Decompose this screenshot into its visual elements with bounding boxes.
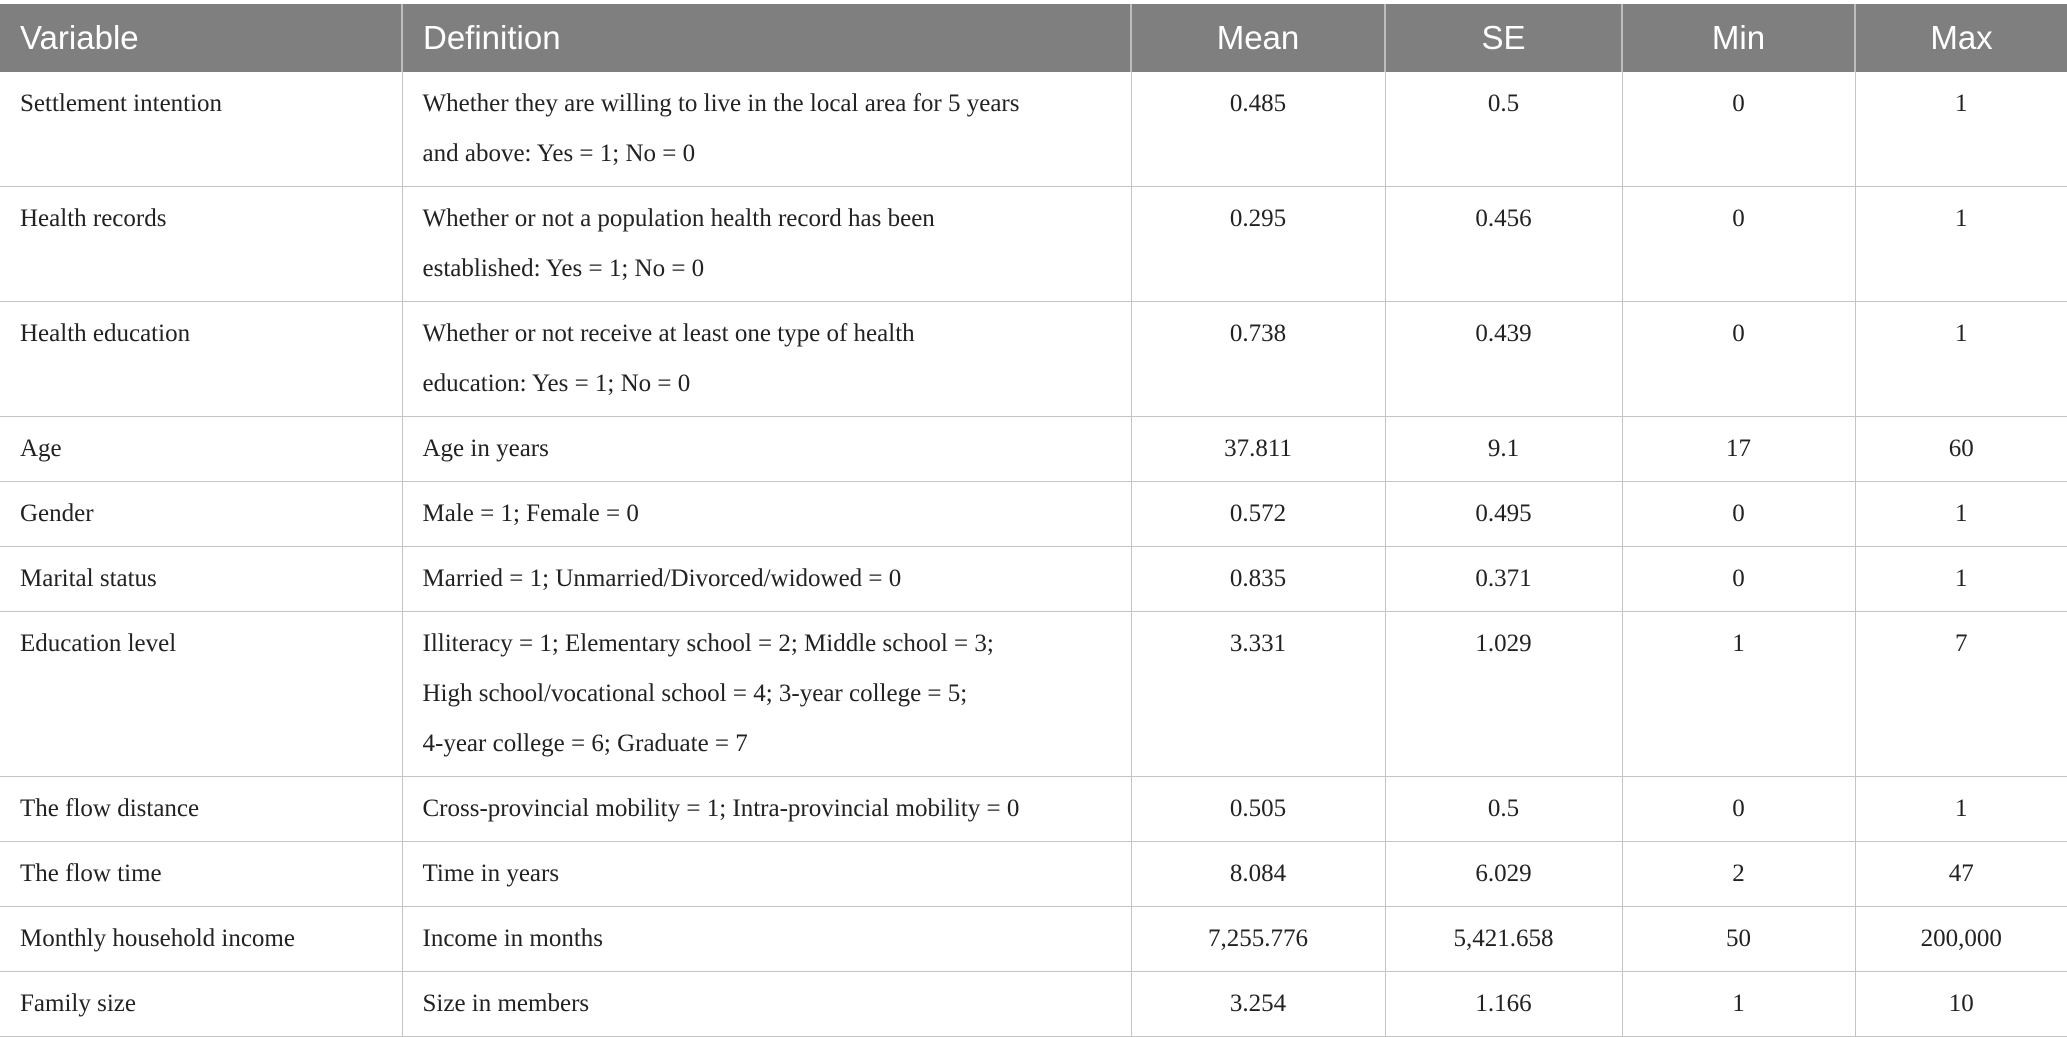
cell-min: 0 — [1622, 72, 1855, 187]
cell-max: 47 — [1855, 842, 2067, 907]
cell-max: 1 — [1855, 547, 2067, 612]
table-row — [0, 907, 2067, 972]
cell-mean: 3.331 — [1131, 612, 1385, 777]
table-row — [0, 547, 2067, 612]
table-row — [0, 777, 2067, 842]
cell-max: 1 — [1855, 72, 2067, 187]
cell-mean: 7,255.776 — [1131, 907, 1385, 972]
table-row — [0, 72, 2067, 187]
cell-variable: Marital status — [0, 547, 402, 612]
header-min: Min — [1622, 4, 1855, 72]
variables-table — [0, 4, 2067, 1037]
cell-variable: The flow time — [0, 842, 402, 907]
cell-variable: Health records — [0, 187, 402, 302]
cell-min: 1 — [1622, 972, 1855, 1037]
cell-max: 60 — [1855, 417, 2067, 482]
header-definition: Definition — [402, 4, 1131, 72]
cell-mean: 37.811 — [1131, 417, 1385, 482]
header-mean: Mean — [1131, 4, 1385, 72]
cell-definition: Married = 1; Unmarried/Divorced/widowed = 0 — [402, 547, 1131, 612]
cell-min: 2 — [1622, 842, 1855, 907]
header-se: SE — [1385, 4, 1622, 72]
cell-mean: 3.254 — [1131, 972, 1385, 1037]
cell-min: 0 — [1622, 777, 1855, 842]
cell-se: 0.5 — [1385, 777, 1622, 842]
cell-se: 0.371 — [1385, 547, 1622, 612]
cell-definition: Income in months — [402, 907, 1131, 972]
cell-se: 0.456 — [1385, 187, 1622, 302]
table-row — [0, 187, 2067, 302]
cell-definition: Time in years — [402, 842, 1131, 907]
cell-mean: 0.295 — [1131, 187, 1385, 302]
cell-mean: 0.485 — [1131, 72, 1385, 187]
cell-max: 1 — [1855, 777, 2067, 842]
table-row — [0, 842, 2067, 907]
cell-max: 1 — [1855, 482, 2067, 547]
cell-se: 5,421.658 — [1385, 907, 1622, 972]
cell-se: 6.029 — [1385, 842, 1622, 907]
cell-min: 1 — [1622, 612, 1855, 777]
header-variable: Variable — [0, 4, 402, 72]
cell-mean: 0.572 — [1131, 482, 1385, 547]
cell-se: 0.495 — [1385, 482, 1622, 547]
table-body — [0, 72, 2067, 1037]
cell-max: 1 — [1855, 187, 2067, 302]
table-row — [0, 972, 2067, 1037]
table-row — [0, 417, 2067, 482]
cell-variable: Monthly household income — [0, 907, 402, 972]
cell-se: 1.166 — [1385, 972, 1622, 1037]
cell-definition: Whether they are willing to live in the local area for 5 years and above: Yes = 1; No = 0 — [402, 72, 1131, 187]
cell-definition: Size in members — [402, 972, 1131, 1037]
cell-mean: 8.084 — [1131, 842, 1385, 907]
cell-definition: Whether or not a population health record has been established: Yes = 1; No = 0 — [402, 187, 1131, 302]
cell-definition: Cross-provincial mobility = 1; Intra-provincial mobility = 0 — [402, 777, 1131, 842]
cell-se: 0.5 — [1385, 72, 1622, 187]
table-row — [0, 612, 2067, 777]
cell-max: 7 — [1855, 612, 2067, 777]
cell-variable: Family size — [0, 972, 402, 1037]
cell-min: 50 — [1622, 907, 1855, 972]
cell-variable: Settlement intention — [0, 72, 402, 187]
cell-mean: 0.505 — [1131, 777, 1385, 842]
cell-min: 0 — [1622, 482, 1855, 547]
header-row — [0, 4, 2067, 72]
cell-se: 9.1 — [1385, 417, 1622, 482]
cell-min: 0 — [1622, 187, 1855, 302]
cell-definition: Age in years — [402, 417, 1131, 482]
variables-table-container — [0, 4, 2067, 1037]
cell-definition: Whether or not receive at least one type of health education: Yes = 1; No = 0 — [402, 302, 1131, 417]
cell-definition: Male = 1; Female = 0 — [402, 482, 1131, 547]
cell-variable: Age — [0, 417, 402, 482]
cell-variable: The flow distance — [0, 777, 402, 842]
cell-min: 0 — [1622, 302, 1855, 417]
table-row — [0, 302, 2067, 417]
cell-mean: 0.835 — [1131, 547, 1385, 612]
cell-mean: 0.738 — [1131, 302, 1385, 417]
cell-min: 0 — [1622, 547, 1855, 612]
cell-variable: Gender — [0, 482, 402, 547]
cell-min: 17 — [1622, 417, 1855, 482]
cell-max: 200,000 — [1855, 907, 2067, 972]
cell-variable: Health education — [0, 302, 402, 417]
cell-se: 0.439 — [1385, 302, 1622, 417]
table-header — [0, 4, 2067, 72]
cell-max: 10 — [1855, 972, 2067, 1037]
cell-max: 1 — [1855, 302, 2067, 417]
cell-se: 1.029 — [1385, 612, 1622, 777]
cell-definition: Illiteracy = 1; Elementary school = 2; Middle school = 3; High school/vocational school = 4; 3-year college = 5; 4-year college = 6; Graduate = 7 — [402, 612, 1131, 777]
table-row — [0, 482, 2067, 547]
header-max: Max — [1930, 19, 1993, 56]
cell-variable: Education level — [0, 612, 402, 777]
